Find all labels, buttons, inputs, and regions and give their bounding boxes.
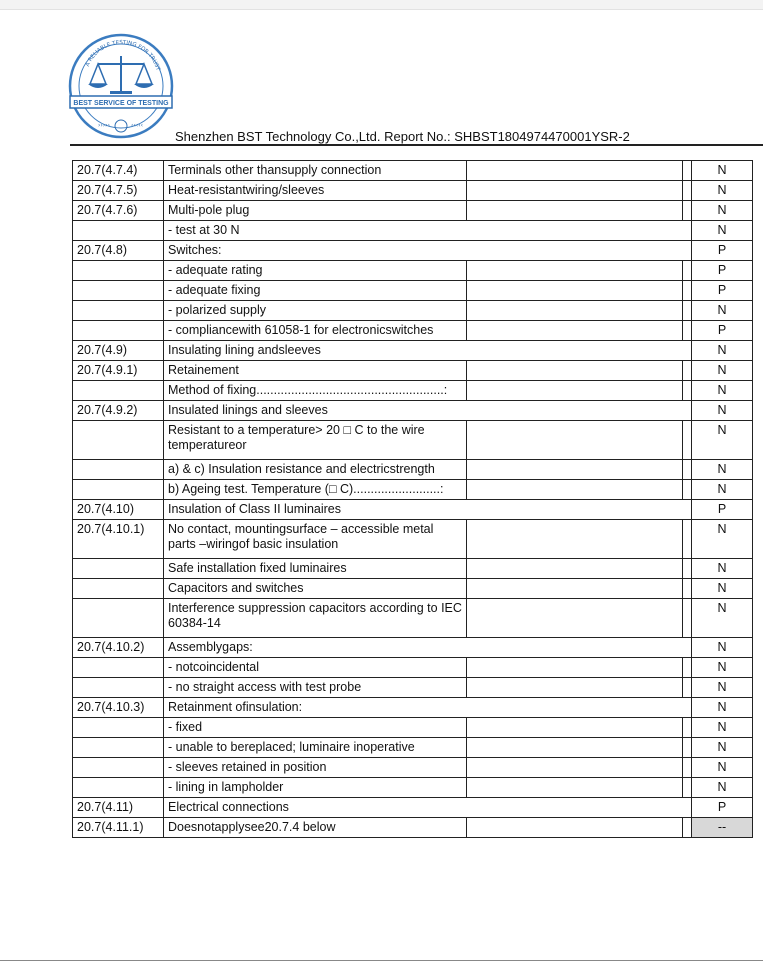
table-row (73, 321, 753, 341)
requirement-cell: No contact, mountingsurface – accessible metal parts –wiringof basic insulation (164, 520, 467, 559)
verdict-cell: N (692, 401, 753, 421)
result-cell (467, 281, 683, 301)
column-gap (683, 678, 692, 698)
clause-cell (73, 421, 164, 460)
result-cell (467, 201, 683, 221)
svg-text:›››››: ››››› (98, 122, 110, 129)
result-cell (467, 421, 683, 460)
clause-cell (73, 758, 164, 778)
result-cell (467, 460, 683, 480)
result-cell (467, 261, 683, 281)
table-row (73, 201, 753, 221)
column-gap (683, 718, 692, 738)
result-cell (467, 181, 683, 201)
column-gap (683, 281, 692, 301)
requirement-cell: - test at 30 N (164, 221, 692, 241)
result-cell (467, 361, 683, 381)
table-row (73, 281, 753, 301)
table-row (73, 241, 753, 261)
column-gap (683, 261, 692, 281)
clause-cell (73, 658, 164, 678)
header-divider (70, 144, 763, 146)
requirement-cell: Retainement (164, 361, 467, 381)
verdict-cell: P (692, 798, 753, 818)
verdict-cell: N (692, 599, 753, 638)
verdict-cell: N (692, 778, 753, 798)
requirement-cell: Doesnotapplysee20.7.4 below (164, 818, 467, 838)
result-cell (467, 718, 683, 738)
clause-cell: 20.7(4.8) (73, 241, 164, 261)
clause-cell: 20.7(4.7.4) (73, 161, 164, 181)
verdict-cell: N (692, 181, 753, 201)
svg-text:A RELIABLE TESTING FOR TRUST: A RELIABLE TESTING FOR TRUST (84, 39, 161, 72)
requirement-cell: - adequate rating (164, 261, 467, 281)
verdict-cell: N (692, 480, 753, 500)
verdict-cell: N (692, 658, 753, 678)
verdict-cell: N (692, 638, 753, 658)
clause-cell (73, 599, 164, 638)
result-cell (467, 658, 683, 678)
verdict-cell: N (692, 161, 753, 181)
table-row (73, 221, 753, 241)
column-gap (683, 161, 692, 181)
requirement-cell: Retainment ofinsulation: (164, 698, 692, 718)
table-row (73, 738, 753, 758)
verdict-cell: P (692, 241, 753, 261)
requirement-cell: - polarized supply (164, 301, 467, 321)
table-row (73, 579, 753, 599)
requirement-cell: - adequate fixing (164, 281, 467, 301)
requirement-cell: Multi-pole plug (164, 201, 467, 221)
table-row (73, 678, 753, 698)
result-cell (467, 480, 683, 500)
result-cell (467, 599, 683, 638)
column-gap (683, 361, 692, 381)
table-row (73, 301, 753, 321)
clause-cell: 20.7(4.9.1) (73, 361, 164, 381)
table-row (73, 798, 753, 818)
clause-cell (73, 738, 164, 758)
column-gap (683, 520, 692, 559)
requirement-cell: Insulation of Class II luminaires (164, 500, 692, 520)
clause-cell: 20.7(4.11) (73, 798, 164, 818)
requirement-cell: Electrical connections (164, 798, 692, 818)
report-header (175, 129, 630, 144)
verdict-cell: N (692, 579, 753, 599)
result-cell (467, 818, 683, 838)
verdict-cell: -- (692, 818, 753, 838)
requirement-cell: Resistant to a temperature> 20 □ C to the wire temperatureor (164, 421, 467, 460)
page-bottom-edge (0, 960, 763, 961)
result-cell (467, 381, 683, 401)
table-row (73, 421, 753, 460)
clause-cell: 20.7(4.9.2) (73, 401, 164, 421)
requirement-cell: - sleeves retained in position (164, 758, 467, 778)
table-row (73, 638, 753, 658)
column-gap (683, 480, 692, 500)
report-no-label: Report No.: (384, 129, 451, 144)
column-gap (683, 738, 692, 758)
table-row (73, 599, 753, 638)
column-gap (683, 460, 692, 480)
table-row (73, 460, 753, 480)
verdict-cell: N (692, 221, 753, 241)
verdict-cell: P (692, 261, 753, 281)
clause-cell: 20.7(4.7.5) (73, 181, 164, 201)
verdict-cell: P (692, 281, 753, 301)
table-row (73, 520, 753, 559)
requirement-cell: Insulated linings and sleeves (164, 401, 692, 421)
table-row (73, 500, 753, 520)
requirement-cell: Heat-resistantwiring/sleeves (164, 181, 467, 201)
clause-cell (73, 301, 164, 321)
table-row (73, 818, 753, 838)
table-row (73, 341, 753, 361)
clause-cell (73, 579, 164, 599)
column-gap (683, 778, 692, 798)
clause-cell (73, 381, 164, 401)
requirement-cell: - no straight access with test probe (164, 678, 467, 698)
clause-cell: 20.7(4.9) (73, 341, 164, 361)
clause-cell: 20.7(4.11.1) (73, 818, 164, 838)
requirement-cell: Safe installation fixed luminaires (164, 559, 467, 579)
verdict-cell: N (692, 361, 753, 381)
clause-cell: 20.7(4.7.6) (73, 201, 164, 221)
requirement-cell: - fixed (164, 718, 467, 738)
column-gap (683, 301, 692, 321)
column-gap (683, 599, 692, 638)
verdict-cell: N (692, 301, 753, 321)
result-cell (467, 301, 683, 321)
requirement-cell: - lining in lampholder (164, 778, 467, 798)
verdict-cell: P (692, 500, 753, 520)
column-gap (683, 559, 692, 579)
table-row (73, 181, 753, 201)
column-gap (683, 421, 692, 460)
table-row (73, 758, 753, 778)
requirement-cell: Terminals other thansupply connection (164, 161, 467, 181)
table-row (73, 559, 753, 579)
result-cell (467, 559, 683, 579)
clause-cell (73, 221, 164, 241)
clause-cell (73, 678, 164, 698)
clause-cell (73, 778, 164, 798)
clause-cell (73, 480, 164, 500)
verdict-cell: N (692, 678, 753, 698)
column-gap (683, 321, 692, 341)
clause-cell (73, 321, 164, 341)
table-row (73, 480, 753, 500)
verdict-cell: N (692, 460, 753, 480)
clause-cell: 20.7(4.10.3) (73, 698, 164, 718)
requirement-cell: Insulating lining andsleeves (164, 341, 692, 361)
requirement-cell: Method of fixing......................................................: (164, 381, 467, 401)
result-cell (467, 161, 683, 181)
column-gap (683, 658, 692, 678)
table-row (73, 381, 753, 401)
table-row (73, 361, 753, 381)
requirement-cell: Switches: (164, 241, 692, 261)
table-row (73, 658, 753, 678)
viewer-top-bar (0, 0, 763, 10)
clause-cell (73, 559, 164, 579)
verdict-cell: N (692, 421, 753, 460)
requirement-cell: - notcoincidental (164, 658, 467, 678)
company-name: Shenzhen BST Technology Co.,Ltd. (175, 129, 381, 144)
bst-logo (68, 30, 178, 142)
requirement-cell: Assemblygaps: (164, 638, 692, 658)
requirement-cell: - compliancewith 61058-1 for electronicswitches (164, 321, 467, 341)
clause-cell (73, 460, 164, 480)
table-row (73, 778, 753, 798)
svg-text:BEST SERVICE OF TESTING: BEST SERVICE OF TESTING (73, 100, 169, 107)
verdict-cell: N (692, 738, 753, 758)
verdict-cell: N (692, 559, 753, 579)
clause-cell: 20.7(4.10.2) (73, 638, 164, 658)
column-gap (683, 818, 692, 838)
column-gap (683, 758, 692, 778)
clause-cell (73, 281, 164, 301)
svg-text:‹‹‹‹‹: ‹‹‹‹‹ (131, 122, 143, 129)
clause-cell (73, 718, 164, 738)
requirement-cell: - unable to bereplaced; luminaire inoperative (164, 738, 467, 758)
verdict-cell: N (692, 201, 753, 221)
result-cell (467, 738, 683, 758)
table-row (73, 401, 753, 421)
clause-cell: 20.7(4.10.1) (73, 520, 164, 559)
result-cell (467, 678, 683, 698)
verdict-cell: N (692, 698, 753, 718)
verdict-cell: N (692, 718, 753, 738)
verdict-cell: N (692, 520, 753, 559)
table-row (73, 718, 753, 738)
clause-cell: 20.7(4.10) (73, 500, 164, 520)
table-row (73, 261, 753, 281)
result-cell (467, 321, 683, 341)
column-gap (683, 201, 692, 221)
column-gap (683, 181, 692, 201)
verdict-cell: P (692, 321, 753, 341)
verdict-cell: N (692, 381, 753, 401)
clause-cell (73, 261, 164, 281)
column-gap (683, 381, 692, 401)
requirement-cell: b) Ageing test. Temperature (□ C).........................: (164, 480, 467, 500)
column-gap (683, 579, 692, 599)
result-cell (467, 520, 683, 559)
result-cell (467, 758, 683, 778)
table-row (73, 698, 753, 718)
report-number: SHBST1804974470001YSR-2 (454, 129, 630, 144)
result-cell (467, 778, 683, 798)
result-cell (467, 579, 683, 599)
verdict-cell: N (692, 758, 753, 778)
table-row (73, 161, 753, 181)
verdict-cell: N (692, 341, 753, 361)
requirement-cell: Capacitors and switches (164, 579, 467, 599)
requirement-cell: a) & c) Insulation resistance and electricstrength (164, 460, 467, 480)
clause-table (72, 160, 753, 838)
requirement-cell: Interference suppression capacitors according to IEC 60384-14 (164, 599, 467, 638)
